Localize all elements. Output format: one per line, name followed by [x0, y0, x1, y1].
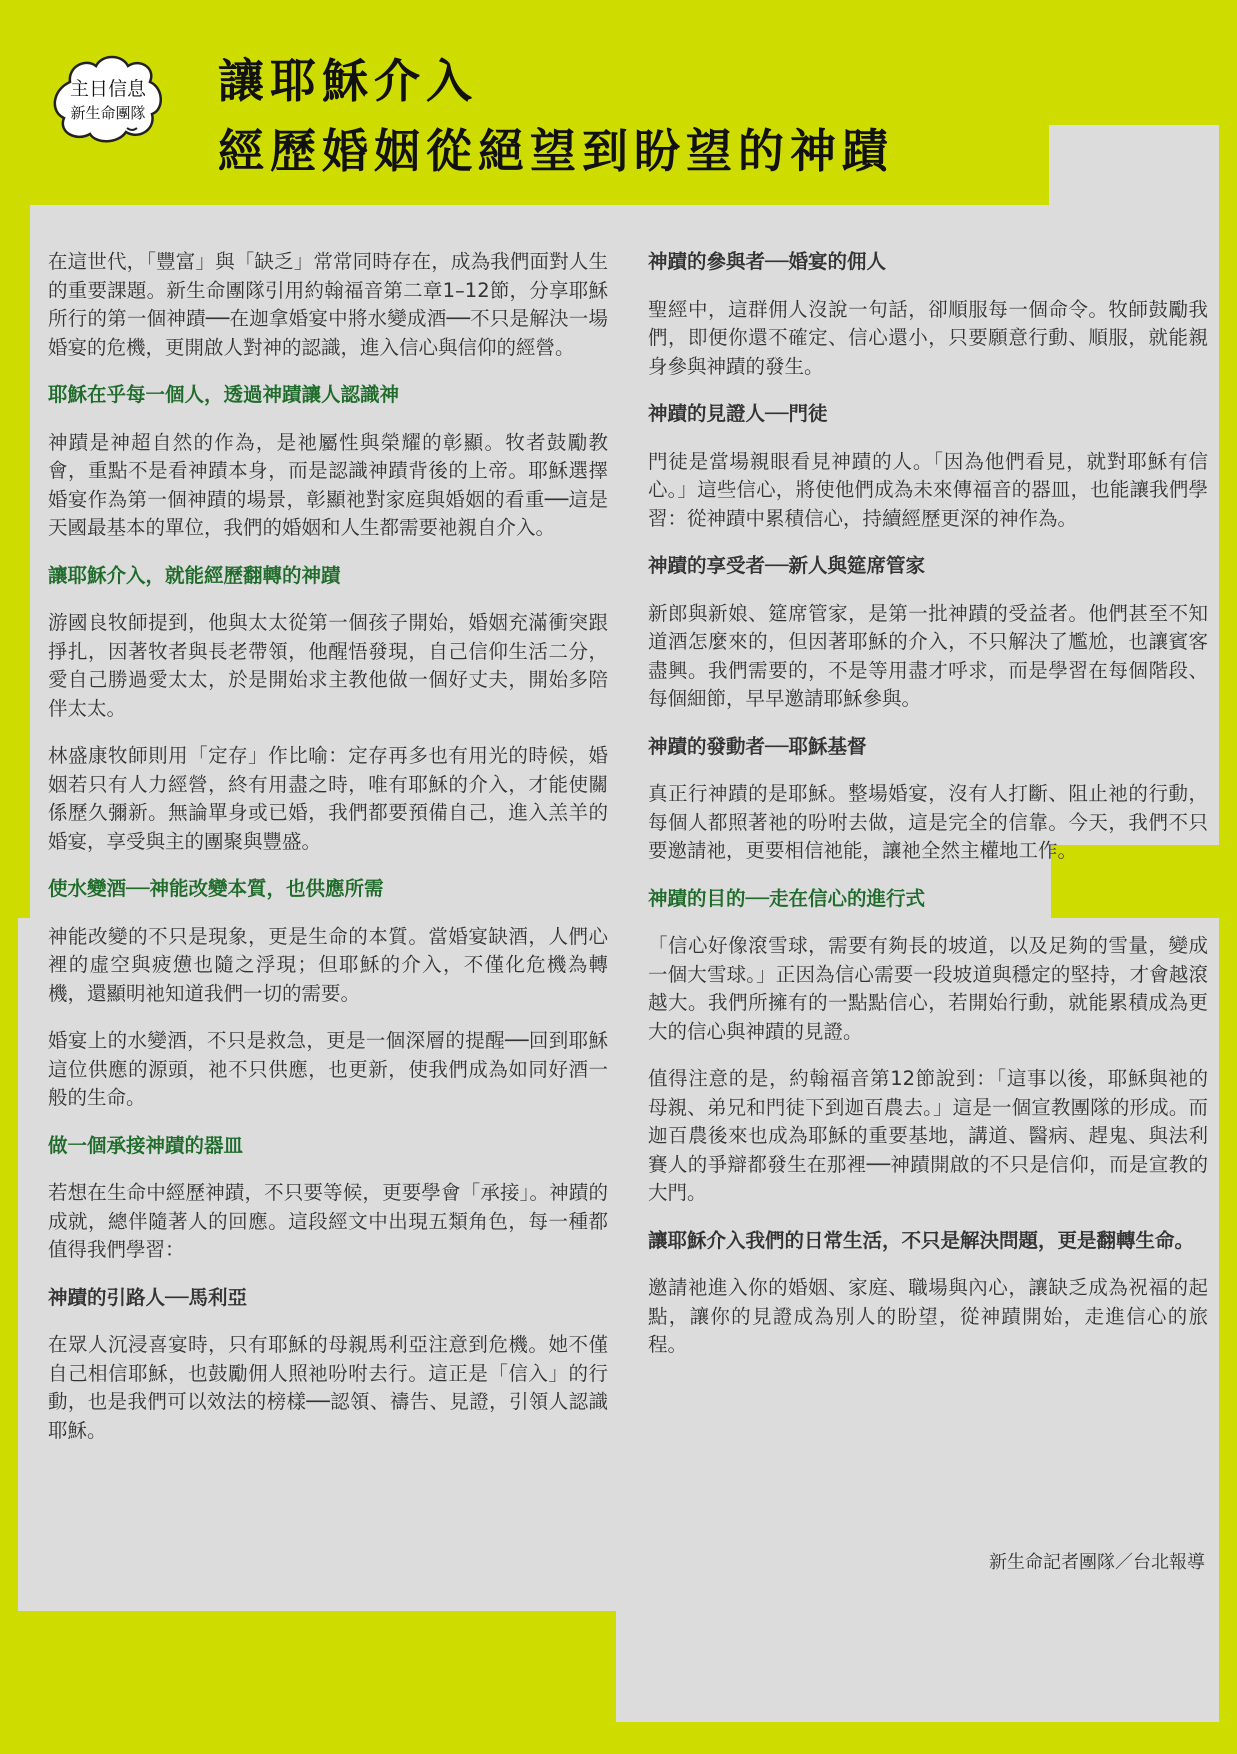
body-paragraph: 邀請祂進入你的婚姻、家庭、職場與內心，讓缺乏成為祝福的起點，讓你的見證成為別人的盼望，從神蹟開始，走進信心的旅程。 [648, 1276, 1208, 1356]
body-paragraph: 神蹟是神超自然的作為，是祂屬性與榮耀的彰顯。牧者鼓勵教會，重點不是看神蹟本身，而是認識神蹟背後的上帝。耶穌選擇婚宴作為第一個神蹟的場景，彰顯祂對家庭與婚姻的看重──這是天國最基本的單位，我們的婚姻和人生都需要祂親自介入。 [48, 430, 608, 539]
section-badge [50, 52, 166, 144]
body-paragraph: 門徒是當場親眼看見神蹟的人。「因為他們看見，就對耶穌有信心。」這些信心，將使他們成為未來傳福音的器皿，也能讓我們學習：從神蹟中累積信心，持續經歷更深的神作為。 [648, 449, 1208, 530]
badge-line2: 新生命團隊 [70, 104, 146, 122]
body-paragraph: 神能改變的不只是現象，更是生命的本質。當婚宴缺酒，人們心裡的虛空與疲憊也隨之浮現；但耶穌的介入，不僅化危機為轉機，還顯明祂知道我們一切的需要。 [48, 924, 608, 1005]
body-paragraph: 游國良牧師提到，他與太太從第一個孩子開始，婚姻充滿衝突跟掙扎，因著牧者與長老帶領，他醒悟發現，自己信仰生活二分，愛自己勝過愛太太，於是開始求主教他做一個好丈夫，開始多陪伴太太。 [48, 611, 608, 720]
body-paragraph: 在眾人沉浸喜宴時，只有耶穌的母親馬利亞注意到危機。她不僅自己相信耶穌，也鼓勵佣人照祂吩咐去行。這正是「信入」的行動，也是我們可以效法的榜樣──認領、禱告、見證，引領人認識耶穌。 [48, 1333, 608, 1442]
byline: 新生命記者團隊／台北報導 [989, 1552, 1205, 1573]
section-heading: 讓耶穌介入，就能經歷翻轉的神蹟 [48, 563, 341, 587]
left-column [48, 248, 608, 1464]
body-paragraph: 真正行神蹟的是耶穌。整場婚宴，沒有人打斷、阻止祂的行動，每個人都照著祂的吩咐去做，這是完全的信靠。今天，我們不只要邀請祂，更要相信祂能，讓祂全然主權地工作。 [648, 782, 1208, 862]
conclusion-heading: 讓耶穌介入我們的日常生活，不只是解決問題，更是翻轉生命。 [648, 1228, 1195, 1252]
section-heading: 耶穌在乎每一個人，透過神蹟讓人認識神 [48, 383, 400, 406]
badge-line1: 主日信息 [69, 78, 146, 100]
body-paragraph: 聖經中，這群佣人沒說一句話，卻順服每一個命令。牧師鼓勵我們，即便你還不確定、信心還小，只要願意行動、順服，就能親身參與神蹟的發生。 [648, 297, 1208, 378]
body-paragraph: 新郎與新娘、筵席管家，是第一批神蹟的受益者。他們甚至不知道酒怎麼來的，但因著耶穌的介入，不只解決了尷尬，也讓賓客盡興。我們需要的，不是等用盡才呼求，而是學習在每個階段、每個細節，早早邀請耶穌參與。 [648, 601, 1208, 710]
body-paragraph: 值得注意的是，約翰福音第12節說到：「這事以後，耶穌與祂的母親、弟兄和門徒下到迦百農去。」這是一個宣教團隊的形成。而迦百農後來也成為耶穌的重要基地，講道、醫病、趕鬼、與法利賽人的爭辯都發生在那裡──神蹟開啟的不只是信仰，而是宣教的大門。 [648, 1067, 1208, 1204]
sub-heading: 神蹟的享受者──新人與筵席管家 [648, 554, 925, 577]
page-title-line1: 讓耶穌介入 [218, 54, 478, 108]
body-paragraph: 若想在生命中經歷神蹟，不只要等候，更要學會「承接」。神蹟的成就，總伴隨著人的回應。這段經文中出現五類角色，每一種都值得我們學習： [48, 1181, 608, 1261]
intro-paragraph: 在這世代，「豐富」與「缺乏」常常同時存在，成為我們面對人生的重要課題。新生命團隊引用約翰福音第二章1–12節，分享耶穌所行的第一個神蹟──在迦拿婚宴中將水變成酒──不只是解決一場婚宴的危機，更開啟人對神的認識，進入信心與信仰的經營。 [48, 250, 608, 359]
sub-heading: 神蹟的見證人──門徒 [648, 402, 828, 425]
sub-heading: 神蹟的引路人──馬利亞 [48, 1285, 247, 1309]
section-heading: 做一個承接神蹟的器皿 [48, 1133, 244, 1157]
right-column [648, 248, 1208, 1379]
body-paragraph: 婚宴上的水變酒，不只是救急，更是一個深層的提醒──回到耶穌這位供應的源頭，祂不只供應，也更新，使我們成為如同好酒一般的生命。 [48, 1029, 608, 1109]
body-paragraph: 「信心好像滾雪球，需要有夠長的坡道，以及足夠的雪量，變成一個大雪球。」正因為信心需要一段坡道與穩定的堅持，才會越滾越大。我們所擁有的一點點信心，若開始行動，就能累積成為更大的信心與神蹟的見證。 [648, 934, 1208, 1043]
section-heading: 使水變酒──神能改變本質，也供應所需 [48, 877, 384, 900]
section-heading: 神蹟的目的──走在信心的進行式 [648, 886, 925, 910]
sub-heading: 神蹟的參與者──婚宴的佣人 [648, 250, 886, 273]
page-title-line2: 經歷婚姻從絕望到盼望的神蹟 [218, 124, 894, 178]
body-paragraph: 林盛康牧師則用「定存」作比喻：定存再多也有用光的時候，婚姻若只有人力經營，終有用盡之時，唯有耶穌的介入，才能使關係歷久彌新。無論單身或已婚，我們都要預備自己，進入羔羊的婚宴，享受與主的團聚與豐盛。 [48, 744, 608, 853]
sub-heading: 神蹟的發動者──耶穌基督 [648, 734, 867, 758]
